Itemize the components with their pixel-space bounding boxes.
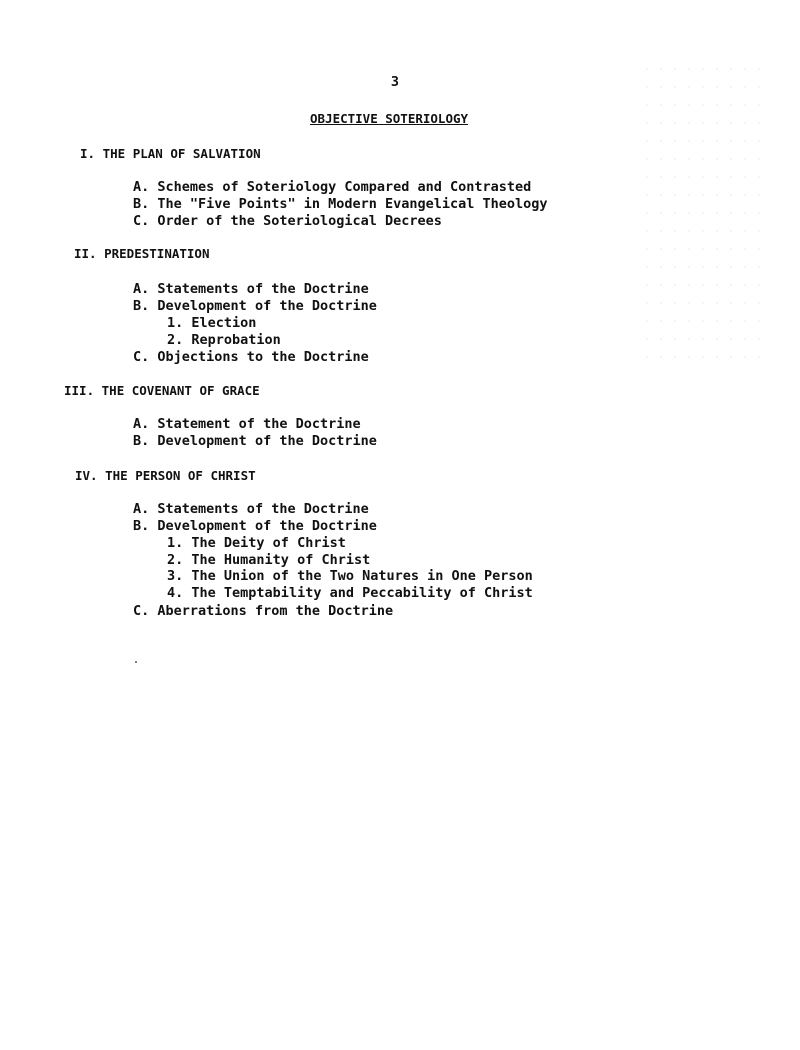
item-text: Development of the Doctrine xyxy=(157,518,377,534)
outline-item xyxy=(133,349,369,365)
outline-item xyxy=(133,416,361,432)
item-text: Statement of the Doctrine xyxy=(157,416,361,432)
section-numeral: III. xyxy=(64,383,95,398)
item-text: The Humanity of Christ xyxy=(191,552,371,568)
item-text: Statements of the Doctrine xyxy=(157,281,369,297)
item-marker: 1. xyxy=(167,315,184,331)
outline-item xyxy=(133,501,369,517)
item-text: Objections to the Doctrine xyxy=(157,349,369,365)
outline-subitem xyxy=(167,332,281,348)
outline-subitem xyxy=(167,568,533,584)
outline-item xyxy=(133,433,377,449)
outline-item xyxy=(133,603,393,619)
item-text: Election xyxy=(191,315,257,331)
item-marker: B. xyxy=(133,433,150,449)
item-text: The Union of the Two Natures in One Person xyxy=(191,568,533,584)
item-text: The "Five Points" in Modern Evangelical Theology xyxy=(157,196,548,212)
item-text: Statements of the Doctrine xyxy=(157,501,369,517)
outline-item xyxy=(133,179,531,195)
item-marker: 4. xyxy=(167,585,184,601)
section-title: THE PERSON OF CHRIST xyxy=(105,468,256,483)
item-marker: A. xyxy=(133,179,150,195)
item-marker: B. xyxy=(133,518,150,534)
scan-noise xyxy=(640,60,760,360)
item-text: Order of the Soteriological Decrees xyxy=(157,213,442,229)
item-marker: 3. xyxy=(167,568,184,584)
outline-item xyxy=(133,298,377,314)
outline-item xyxy=(133,213,442,229)
item-text: The Temptability and Peccability of Christ xyxy=(191,585,533,601)
outline-subitem xyxy=(167,552,370,568)
item-text: Aberrations from the Doctrine xyxy=(157,603,394,619)
section-heading xyxy=(75,468,256,484)
item-text: Development of the Doctrine xyxy=(157,433,377,449)
item-marker: C. xyxy=(133,603,150,619)
section-heading xyxy=(80,146,261,162)
page-number: 3 xyxy=(390,74,400,90)
section-title: THE COVENANT OF GRACE xyxy=(101,383,260,398)
item-text: Reprobation xyxy=(191,332,281,348)
item-marker: 2. xyxy=(167,552,184,568)
item-marker: C. xyxy=(133,349,150,365)
item-marker: B. xyxy=(133,196,150,212)
section-title: THE PLAN OF SALVATION xyxy=(102,146,261,161)
section-title: PREDESTINATION xyxy=(104,246,210,261)
item-marker: B. xyxy=(133,298,150,314)
section-heading xyxy=(74,246,209,262)
outline-item xyxy=(133,196,548,212)
page-title: OBJECTIVE SOTERIOLOGY xyxy=(310,111,469,126)
section-numeral: II. xyxy=(74,246,97,261)
item-text: Schemes of Soteriology Compared and Contrasted xyxy=(157,179,532,195)
item-marker: A. xyxy=(133,501,150,517)
item-marker: A. xyxy=(133,416,150,432)
item-text: Development of the Doctrine xyxy=(157,298,377,314)
section-numeral: I. xyxy=(80,146,96,161)
stray-mark xyxy=(135,661,137,663)
outline-subitem xyxy=(167,535,346,551)
item-marker: A. xyxy=(133,281,150,297)
item-marker: 2. xyxy=(167,332,184,348)
section-numeral: IV. xyxy=(75,468,98,483)
outline-item xyxy=(133,518,377,534)
outline-subitem xyxy=(167,315,256,331)
outline-subitem xyxy=(167,585,533,601)
outline-item xyxy=(133,281,369,297)
item-marker: 1. xyxy=(167,535,184,551)
item-marker: C. xyxy=(133,213,150,229)
section-heading xyxy=(64,383,260,399)
item-text: The Deity of Christ xyxy=(191,535,346,551)
